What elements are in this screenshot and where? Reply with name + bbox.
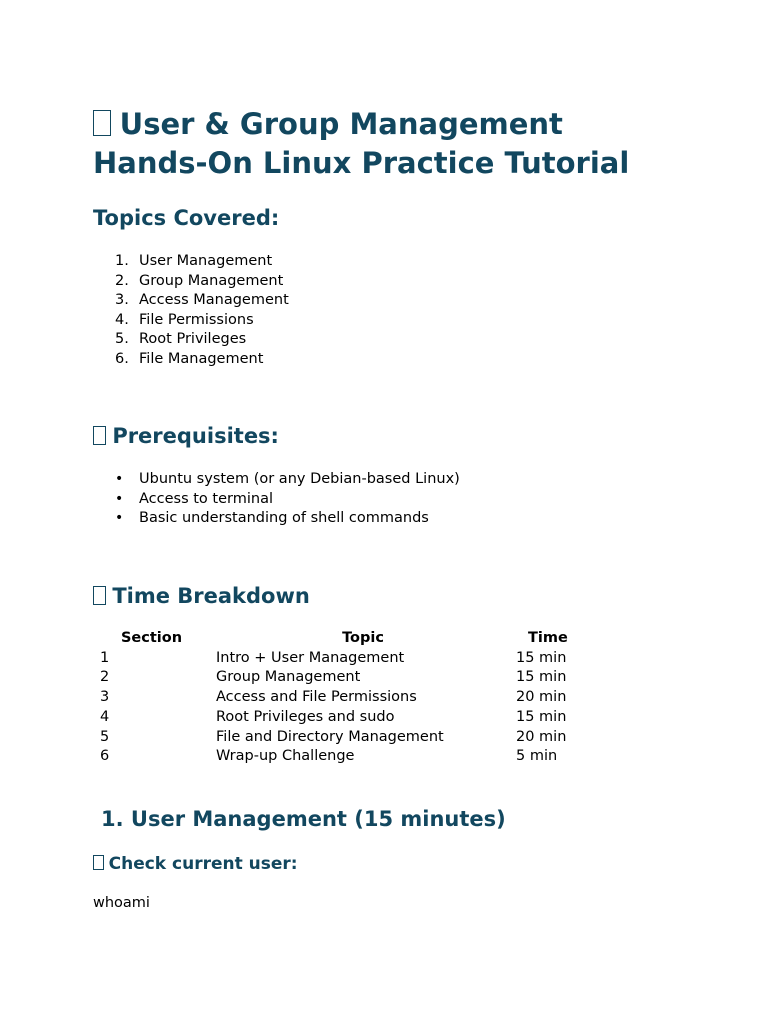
- book-icon: [93, 110, 111, 136]
- clock-icon: [93, 586, 106, 605]
- prerequisites-heading: Prerequisites:: [93, 422, 279, 450]
- list-item: 2. Group Management: [115, 272, 284, 289]
- time-breakdown-table: [93, 629, 618, 767]
- column-header-time: Time: [528, 630, 568, 646]
- column-header-section: Section: [120, 630, 183, 646]
- time-breakdown-heading: Time Breakdown: [93, 582, 310, 610]
- topics-list: [93, 252, 289, 370]
- table-row: 5 File and Directory Management 20 min: [100, 728, 567, 745]
- prerequisites-list: [93, 470, 460, 529]
- table-header-row: [93, 629, 618, 649]
- list-item: 6. File Management: [115, 350, 264, 367]
- list-item: • Basic understanding of shell commands: [115, 510, 429, 527]
- column-header-topic: Topic: [342, 630, 384, 646]
- title-line-2: Hands-On Linux Practice Tutorial: [93, 146, 630, 180]
- table-row: 4 Root Privileges and sudo 15 min: [100, 708, 567, 725]
- topics-heading: Topics Covered:: [93, 206, 280, 230]
- list-item: 5. Root Privileges: [115, 331, 247, 348]
- list-item: 1. User Management: [115, 253, 273, 269]
- table-row: 6 Wrap-up Challenge 5 min: [100, 748, 558, 765]
- pin-icon: [93, 855, 104, 870]
- page-title: [93, 105, 629, 183]
- list-item: • Access to terminal: [115, 490, 273, 507]
- section-1-heading: 1. User Management (15 minutes): [101, 807, 506, 831]
- checklist-icon: [93, 426, 106, 445]
- list-item: 3. Access Management: [115, 292, 289, 309]
- title-line-1: User & Group Management: [119, 107, 563, 141]
- list-item: • Ubuntu system (or any Debian-based Linux): [115, 471, 460, 487]
- table-row: 3 Access and File Permissions 20 min: [100, 689, 567, 706]
- list-item: 4. File Permissions: [115, 311, 254, 328]
- table-row: 1 Intro + User Management 15 min: [100, 649, 567, 666]
- check-user-subheading: Check current user:: [93, 852, 298, 876]
- command-whoami: whoami: [93, 895, 150, 911]
- table-row: 2 Group Management 15 min: [100, 669, 567, 686]
